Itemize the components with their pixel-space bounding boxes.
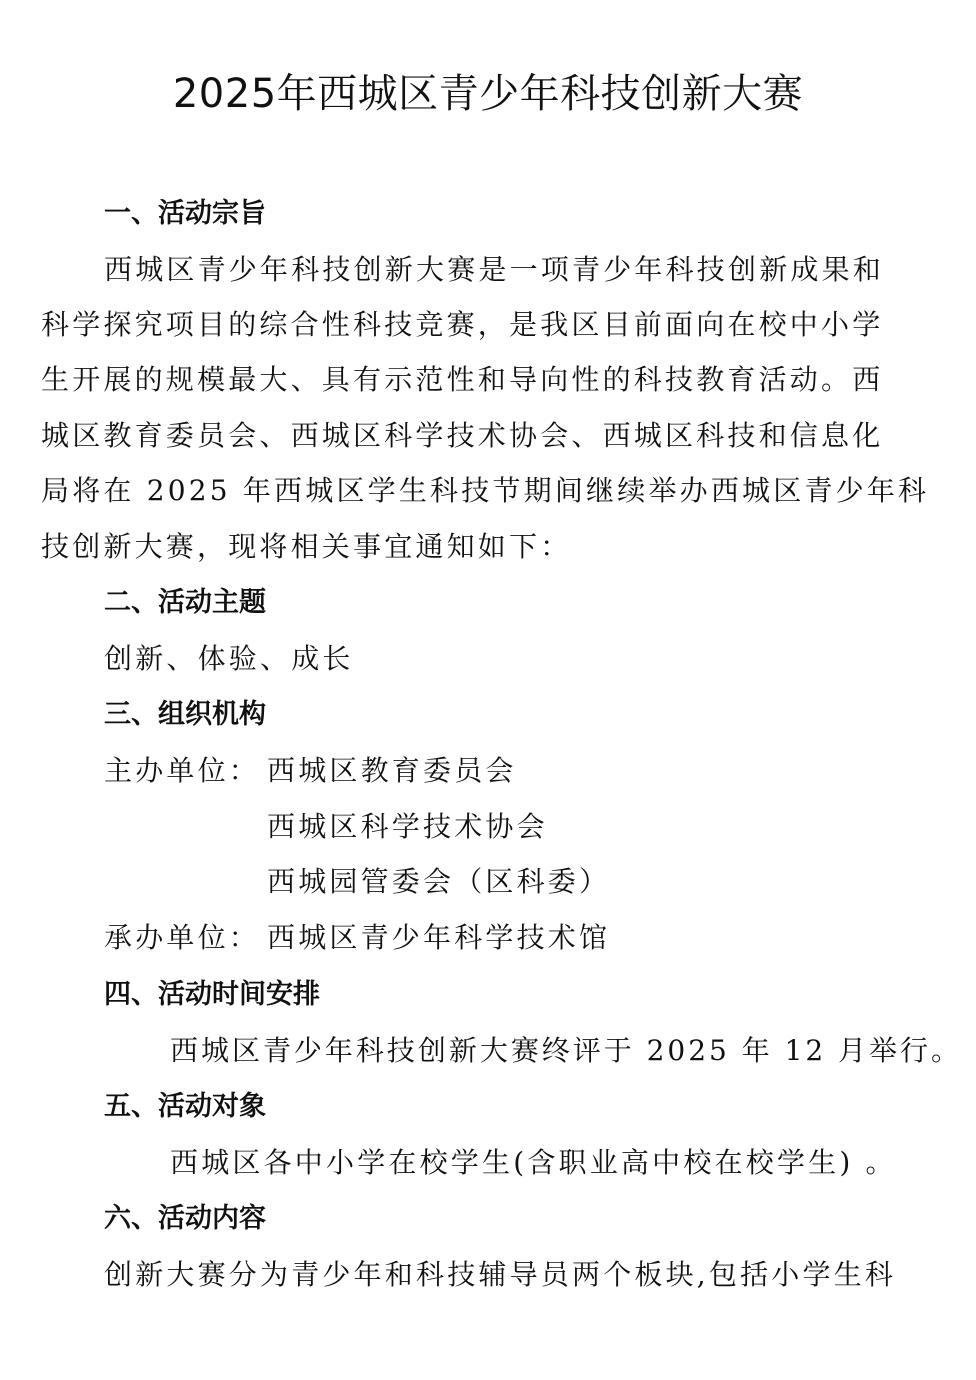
organizer-label: 承办单位：: [104, 921, 261, 954]
paragraph-line: 西城区青少年科技创新大赛是一项青少年科技创新成果和: [104, 253, 885, 286]
section-heading-content: 六、活动内容: [104, 1203, 266, 1234]
section-heading-purpose: 一、活动宗旨: [104, 198, 266, 229]
document-title: 2025年西城区青少年科技创新大赛: [172, 71, 804, 117]
section-heading-schedule: 四、活动时间安排: [104, 979, 320, 1010]
host-org: 西城园管委会（区科委）: [267, 865, 611, 898]
section-heading-theme: 二、活动主题: [104, 587, 266, 618]
content-text: 创新大赛分为青少年和科技辅导员两个板块,包括小学生科: [104, 1258, 897, 1291]
organizer-org: 西城区青少年科学技术馆: [267, 921, 611, 954]
paragraph-line: 城区教育委员会、西城区科学技术协会、西城区科技和信息化: [41, 419, 884, 452]
host-label: 主办单位：: [104, 754, 261, 787]
section-heading-participants: 五、活动对象: [104, 1091, 266, 1122]
paragraph-line: 技创新大赛，现将相关事宜通知如下：: [41, 530, 572, 563]
paragraph-line: 局将在 2025 年西城区学生科技节期间继续举办西城区青少年科: [41, 474, 930, 507]
host-org: 西城区教育委员会: [267, 754, 517, 787]
participants-text: 西城区各中小学在校学生(含职业高中校在校学生) 。: [170, 1146, 897, 1179]
paragraph-line: 生开展的规模最大、具有示范性和导向性的科技教育活动。西: [41, 363, 884, 396]
section-heading-organization: 三、组织机构: [104, 699, 266, 730]
theme-text: 创新、体验、成长: [104, 642, 354, 675]
schedule-text: 西城区青少年科技创新大赛终评于 2025 年 12 月举行。: [170, 1034, 962, 1067]
paragraph-line: 科学探究项目的综合性科技竞赛，是我区目前面向在校中小学: [41, 308, 884, 341]
host-org: 西城区科学技术协会: [267, 810, 548, 843]
